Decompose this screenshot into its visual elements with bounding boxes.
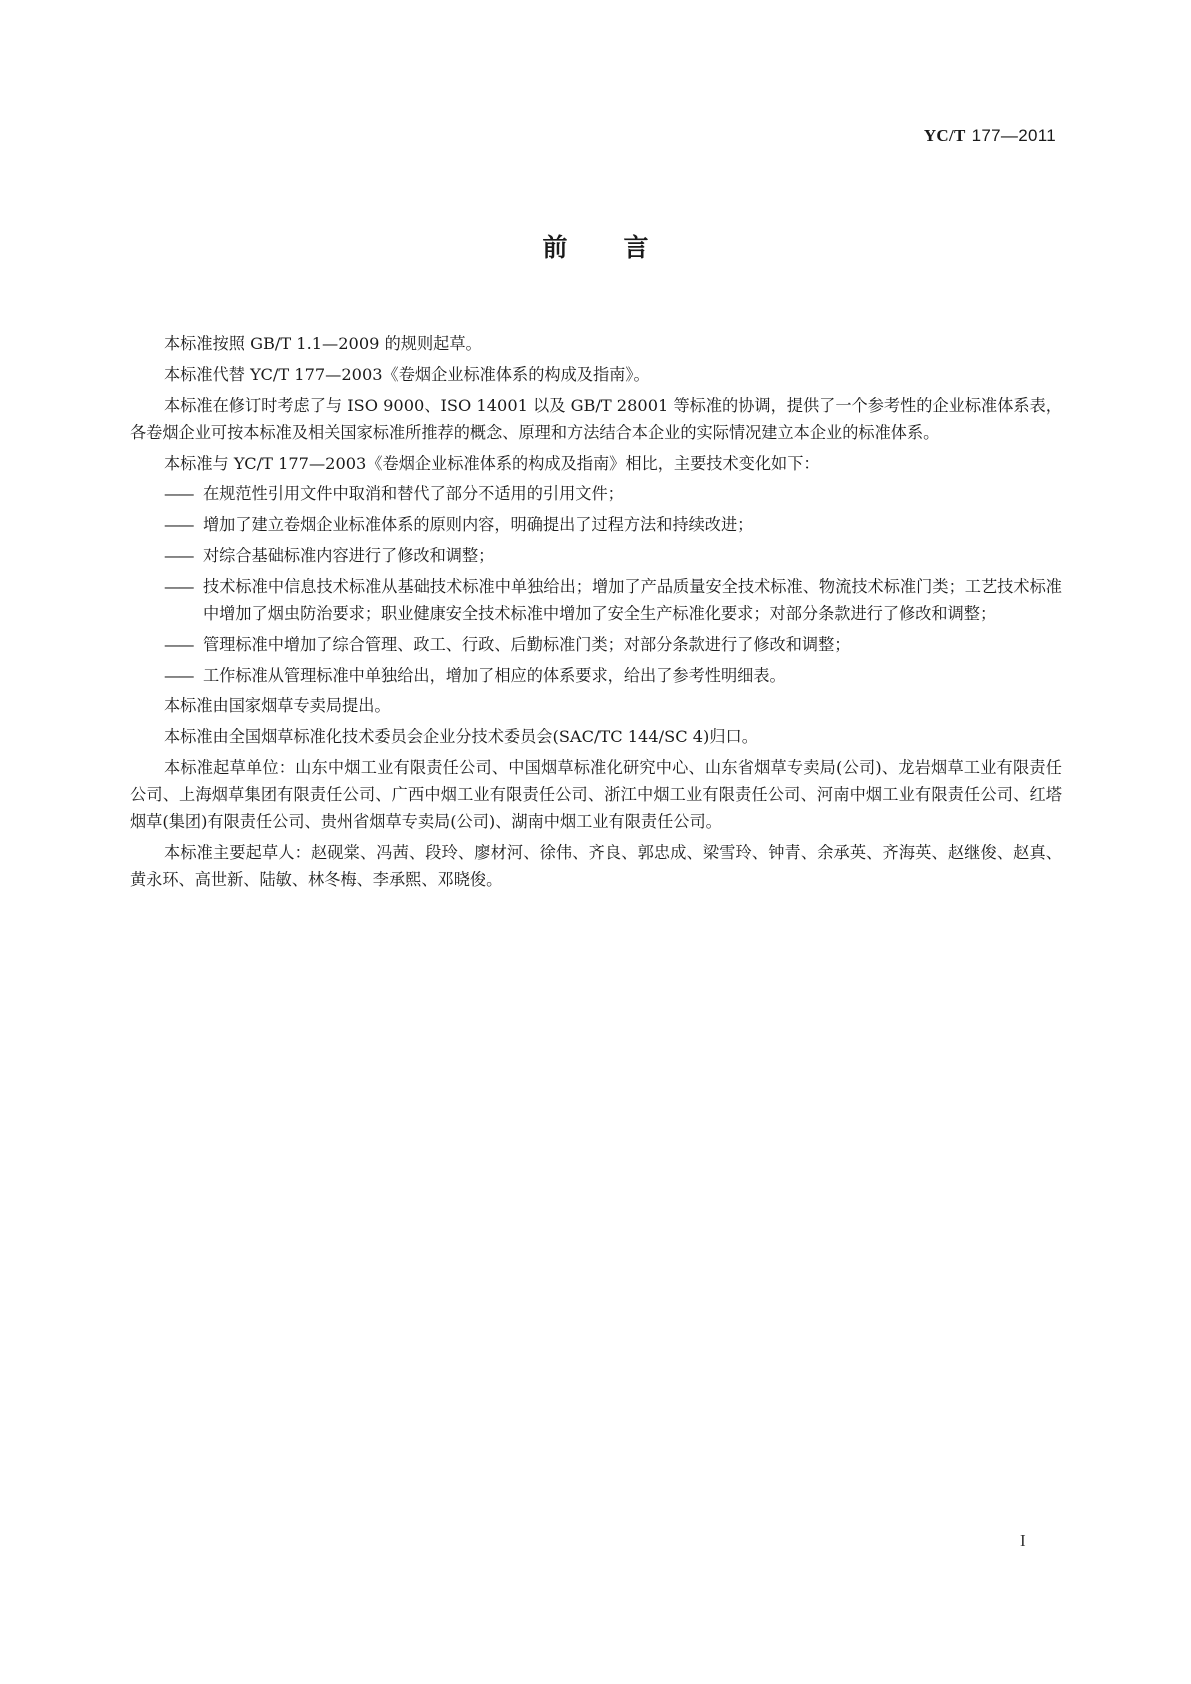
dash-marker: —— bbox=[164, 665, 193, 685]
paragraph-replaces: 本标准代替 YC/T 177—2003《卷烟企业标准体系的构成及指南》。 bbox=[164, 364, 650, 384]
paragraph-coordination: 本标准在修订时考虑了与 ISO 9000、ISO 14001 以及 GB/T 28001 等标准的协调，提供了一个参考性的企业标准体系表，各卷烟企业可按本标准及相关国家标准所推荐的概念、原理和方法结合本企业的实际情况建立本企业的标准体系。 bbox=[130, 395, 1062, 442]
paragraph-drafting-units: 本标准起草单位：山东中烟工业有限责任公司、中国烟草标准化研究中心、山东省烟草专卖局(公司)、龙岩烟草工业有限责任公司、上海烟草集团有限责任公司、广西中烟工业有限责任公司、浙江中烟工业有限责任公司、河南中烟工业有限责任公司、红塔烟草(集团)有限责任公司、贵州省烟草专卖局(公司)、湖南中烟工业有限责任公司。 bbox=[130, 757, 1062, 832]
dash-marker: —— bbox=[164, 576, 193, 596]
paragraph-drafting-rules: 本标准按照 GB/T 1.1—2009 的规则起草。 bbox=[164, 334, 482, 353]
list-item-text: 工作标准从管理标准中单独给出，增加了相应的体系要求，给出了参考性明细表。 bbox=[203, 665, 786, 685]
list-item bbox=[164, 511, 1062, 538]
list-item-text: 对综合基础标准内容进行了修改和调整； bbox=[203, 545, 495, 565]
list-item-text: 在规范性引用文件中取消和替代了部分不适用的引用文件； bbox=[203, 484, 624, 504]
list-item bbox=[164, 631, 1062, 658]
changes-list bbox=[130, 480, 1062, 688]
list-item bbox=[164, 480, 1062, 507]
list-item bbox=[164, 662, 1062, 689]
list-item-text: 增加了建立卷烟企业标准体系的原则内容，明确提出了过程方法和持续改进； bbox=[203, 515, 754, 535]
list-item bbox=[164, 573, 1062, 627]
paragraph-committee: 本标准由全国烟草标准化技术委员会企业分技术委员会(SAC/TC 144/SC 4)归口。 bbox=[164, 727, 758, 747]
list-item-text: 管理标准中增加了综合管理、政工、行政、后勤标准门类；对部分条款进行了修改和调整； bbox=[203, 634, 851, 654]
dash-marker: —— bbox=[164, 634, 193, 654]
standard-code bbox=[924, 126, 1056, 146]
dash-marker: —— bbox=[164, 515, 193, 535]
list-item-text: 技术标准中信息技术标准从基础技术标准中单独给出；增加了产品质量安全技术标准、物流技术标准门类；工艺技术标准中增加了烟虫防治要求；职业健康安全技术标准中增加了安全生产标准化要求；对部分条款进行了修改和调整； bbox=[203, 576, 1062, 623]
page-number: I bbox=[1020, 1531, 1026, 1550]
list-item bbox=[164, 542, 1062, 569]
paragraph-proposer: 本标准由国家烟草专卖局提出。 bbox=[164, 696, 391, 716]
dash-marker: —— bbox=[164, 545, 193, 565]
foreword-body bbox=[130, 330, 1062, 897]
standard-prefix: YC/T bbox=[923, 126, 966, 145]
standard-number: 177—2011 bbox=[971, 126, 1056, 145]
dash-marker: —— bbox=[164, 484, 193, 504]
paragraph-drafters: 本标准主要起草人：赵砚棠、冯茜、段玲、廖材河、徐伟、齐良、郭忠成、梁雪玲、钟青、余承英、齐海英、赵继俊、赵真、黄永环、高世新、陆敏、林冬梅、李承熙、邓晓俊。 bbox=[130, 843, 1062, 890]
paragraph-changes-intro: 本标准与 YC/T 177—2003《卷烟企业标准体系的构成及指南》相比，主要技术变化如下： bbox=[164, 453, 820, 473]
page-title: 前言 bbox=[542, 233, 705, 262]
